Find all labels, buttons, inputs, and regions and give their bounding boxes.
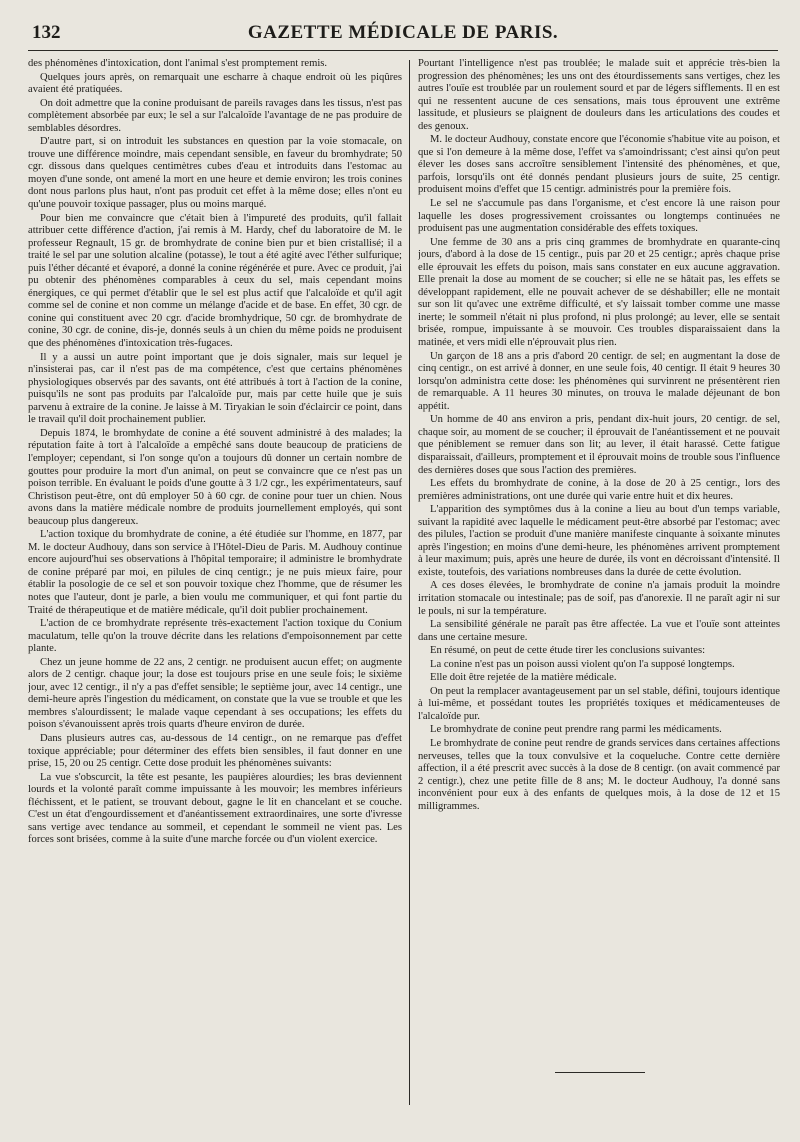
- paragraph: Un garçon de 18 ans a pris d'abord 20 centigr. de sel; en augmentant la dose de cinq centigr., on est arrivé à donner, en une seule fois, 40 centigr. Il était 9 heures 30 lorsqu'on administra cette dose: les phénomènes qui survinrent ne présentèrent rien de remarquable. A 11 heures 30 minutes, on trouva le malade déjeunant de bon appétit.: [418, 350, 780, 412]
- paragraph: Il y a aussi un autre point important que je dois signaler, mais sur lequel je n'insisterai pas, car il n'est pas de ma compétence, c'est que certains phénomènes physiologiques observés par des savants, ont été attribués à tort à l'action de la conine, puisqu'ils ne sont pas produits par l'alcaloïde pur, mais par cette huile que je suis parvenu à extraire de la conine. Je laisse à M. Tiryakian le soin d'éclaircir ce point, dans le travail qu'il doit prochainement publier.: [28, 351, 402, 426]
- paragraph: L'action toxique du bromhydrate de conine, a été étudiée sur l'homme, en 1877, par M. le docteur Audhouy, dans son service à l'Hôtel-Dieu de Paris. M. Audhouy continue encore aujourd'hui ses observations à l'hôpital temporaire; il administre le bromhydrate de conine préparé par moi, en pilules de cinq centigr.; je ne puis mieux faire, pour établir la posologie de ce sel et son pouvoir toxique chez l'homme, que de résumer les notes que l'auteur, dont je parle, a bien voulu me communiquer, et qui font partie du Traité de thérapeutique et de matière médicale, qu'il doit publier prochainement.: [28, 529, 402, 616]
- paragraph: D'autre part, si on introduit les substances en question par la voie stomacale, on trouve une différence moindre, mais cependant sensible, en faveur du bromhydrate; 50 cgr. dissous dans quelques centimètres cubes d'eau et introduits dans l'estomac au moyen d'une sonde, ont amené la mort en une heure et demie environ; les trois conines dont nous parlons plus haut, n'ont pas produit cet effet à la même dose; elles n'ont eu qu'une pouvoir toxique passager, plus ou moins marqué.: [28, 136, 402, 211]
- paragraph: Le bromhydrate de conine peut prendre rang parmi les médicaments.: [430, 724, 722, 736]
- paragraph: L'apparition des symptômes dus à la conine a lieu au bout d'un temps variable, suivant la rapidité avec laquelle le médicament peut-être absorbé par l'estomac; avec des pilules, l'action se produit d'une manière manifeste cinquante à soixante minutes après l'ingestion; en moins d'une demi-heure, les phénomènes arrivent promptement à leur maximum; puis, après une heure de durée, ils vont en décroissant d'intensité. Il existe, toutefois, des variations nombreuses dans la durée de cette évolution.: [418, 504, 780, 578]
- paragraph: Elle doit être rejetée de la matière médicale.: [430, 672, 617, 684]
- paragraph: En résumé, on peut de cette étude tirer les conclusions suivantes:: [430, 645, 706, 657]
- paragraph: On doit admettre que la conine produisant de pareils ravages dans les tissus, n'est pas complètement absorbée par eux; le sel a sur l'alcaloïde l'avantage de ne pas produire de semblables désordres.: [28, 97, 402, 134]
- paragraph: des phénomènes d'intoxication, dont l'animal s'est promptement remis.: [28, 58, 328, 69]
- paragraph: On peut la remplacer avantageusement par un sel stable, défini, toujours identique à lui-même, et possédant toutes les propriétés toxiques et médicamenteuses de l'alcaloïde pur.: [418, 685, 780, 722]
- paragraph: Pour bien me convaincre que c'était bien à l'impureté des produits, qu'il fallait attribuer cette différence d'action, j'ai remis à M. Hardy, chef du laboratoire de M. le professeur Regnault, 15 gr. de bromhydrate de conine bien pur et bien cristallisé; il a traité le sel par une solution alcaline (potasse), le tout a été agité avec l'éther sulfurique; puis l'éther décanté et évaporé, a donné la conine régénérée et pure. Avec ce produit, j'ai pu obtenir des phénomènes comparables à ceux du sel, mais cependant moins énergiques, ce qui permet d'établir que le sel est plus actif que l'alcaloïde et qu'il agit comme sel de conine et non comme un mélange d'acide et de base. En effet, 30 cgr. de conine qui constituent avec 20 cgr. d'acide bromhydrique, 50 cgr. de bromhydrate de conine, 30 cgr. de conine, dis-je, donnés seuls à un chien du même poids ne produisent que des phénomènes d'intoxication très-fugaces.: [28, 212, 402, 350]
- paragraph: Une femme de 30 ans a pris cinq grammes de bromhydrate en quarante-cinq jours, d'abord à la dose de 15 centigr., puis par 20 et 25 centigr.; après chaque prise elle éprouvait les effets du poison, mais sans constater en eux aucune aggravation. Elle prenait la dose au moment de se coucher; si elle ne se hâtait pas, les effets se développant rapidement, elle ne pouvait achever de se déshabiller; elle ne montait sur son lit qu'avec une extrême difficulté, et s'y laissait tomber comme une masse inerte; le sommeil n'était ni plus profond, ni plus prolongé; au lever, elle se sentait brisée, rompue, impuissante à se mouvoir. Ces troubles disparaissaient dans la matinée, et vers midi elle n'éprouvait plus rien.: [418, 236, 780, 349]
- column-divider: [409, 60, 410, 1105]
- end-rule: [555, 1072, 645, 1073]
- paragraph: Les effets du bromhydrate de conine, à la dose de 20 à 25 centigr., lors des premières administrations, ont une durée qui varie entre huit et dix heures.: [418, 478, 780, 502]
- paragraph: La vue s'obscurcit, la tête est pesante, les paupières alourdies; les bras deviennent lourds et la volonté paraît comme impuissante à les mouvoir; les membres inférieurs fléchissent, et le patient, se trouvant debout, gagne le lit en chancelant et se couche. C'est un état d'engourdissement et d'anéantissement extraordinaires, une sorte d'ivresse sans vertige avec tendance au sommeil, et cependant le sommeil ne vient pas. Les forces sont brisées, comme à la suite d'une marche forcée ou d'un violent exercice.: [28, 771, 402, 846]
- paragraph: La sensibilité générale ne paraît pas être affectée. La vue et l'ouïe sont atteintes dans une certaine mesure.: [418, 619, 780, 643]
- paragraph: La conine n'est pas un poison aussi violent qu'on l'a supposé longtemps.: [430, 658, 735, 670]
- paragraph: Le bromhydrate de conine peut rendre de grands services dans certaines affections nerveuses, telles que la toux convulsive et la coqueluche. Contre cette dernière affection, il a été prescrit avec succès à la dose de 8 centigr. (on avait commencé par 2 centigr.), chez une petite fille de 8 ans; M. le docteur Audhouy, l'a donné sans inconvénient pour eux à des enfants de quelques mois, à la dose de 12 et 15 milligrammes.: [418, 737, 780, 812]
- paragraph: M. le docteur Audhouy, constate encore que l'économie s'habitue vite au poison, et que si l'on demeure à la même dose, l'effet va s'amoindrissant; c'est ainsi qu'on peut élever les doses sans accroître sensiblement l'intensité des phénomènes, et que, parfois, lorsqu'ils ont été donnés pendant plusieurs jours de suite, 25 centigr. produisent moins d'effet que 15 centigr. administrés pour la première fois.: [418, 134, 780, 196]
- paragraph: Pourtant l'intelligence n'est pas troublée; le malade suit et apprécie très-bien la progression des phénomènes; les uns ont des étourdissements sans vertiges, chez les autres l'ouïe est troublée par un roulement sourd et par de légers sifflements. Il en est qui ne ressentent aucune de ces sensations, mais tous éprouvent une extrême lassitude, et plusieurs se plaignent de douleurs dans les articulations des coudes et des genoux.: [418, 58, 780, 132]
- paragraph: A ces doses élevées, le bromhydrate de conine n'a jamais produit la moindre irritation stomacale ou intestinale; pas de soif, pas d'anorexie. Il ne paraît agir ni sur le pouls, ni sur la température.: [418, 580, 780, 617]
- paragraph: Chez un jeune homme de 22 ans, 2 centigr. ne produisent aucun effet; on augmente alors de 2 centigr. chaque jour; la dose est toujours prise en une seule fois; le sixième jour, avec 12 centigr., il n'y a pas d'effet sensible; le septième jour, avec 14 centigr., une demi-heure après l'ingestion du médicament, on constate que la vue se trouble et que les membres s'alourdissent; le malade vaque cependant à ses occupations; les effets du poison s'évanouissent après trois quarts d'heure environ de durée.: [28, 656, 402, 731]
- paragraph: Depuis 1874, le bromhydate de conine a été souvent administré à des malades; la réputation faite à tort à l'alcaloïde a empêché sans doute beaucoup de praticiens de l'employer; cependant, si l'on songe qu'on a toujours dû donner un certain nombre de gouttes pour produire la mort d'un animal, on peut se convaincre que ce n'est pas un poison terrible. En évaluant le poids d'une goutte à 3 1/2 cgr., les expérimentateurs, sauf Christison peut-être, ont dû employer 50 à 60 cgr. de conine pour tuer un chien. Nous avons dans la matière médicale nombre de produits journellement employés, qui sont beaucoup plus dangereux.: [28, 427, 402, 527]
- page-header: [28, 16, 778, 51]
- paragraph: Un homme de 40 ans environ a pris, pendant dix-huit jours, 20 centigr. de sel, chaque soir, au moment de se coucher; il éprouvait de l'anéantissement et ne pouvait que péniblement se remuer dans son lit; au lever, il était harassé. Cette fatigue disparaissait, d'ailleurs, promptement et il éprouvait moins de trouble sous l'influence des dernières doses que sous l'action des premières.: [418, 414, 780, 476]
- page-number: 132: [32, 22, 61, 43]
- right-column: [418, 58, 780, 1118]
- paragraph: Dans plusieurs autres cas, au-dessous de 14 centigr., on ne remarque pas d'effet toxique appréciable; pour déterminer des effets bien sensibles, il faut donner en une prise, 15, 20 ou 25 centigr. Cette dose produit les phénomènes suivants:: [28, 732, 402, 770]
- paragraph: L'action de ce bromhydrate représente très-exactement l'action toxique du Conium maculatum, telle qu'on la trouve décrite dans les relations d'empoisonnement par cette plante.: [28, 618, 402, 655]
- running-title: GAZETTE MÉDICALE DE PARIS.: [247, 22, 559, 43]
- paragraph: Quelques jours après, on remarquait une escharre à chaque endroit où les piqûres avaient été pratiquées.: [28, 71, 402, 96]
- left-column: [28, 58, 402, 1118]
- paragraph: Le sel ne s'accumule pas dans l'organisme, et c'est encore là une raison pour laquelle les doses progressivement croissantes ou longtemps continuées ne produisent pas une augmentation considérable des effets toxiques.: [418, 198, 780, 235]
